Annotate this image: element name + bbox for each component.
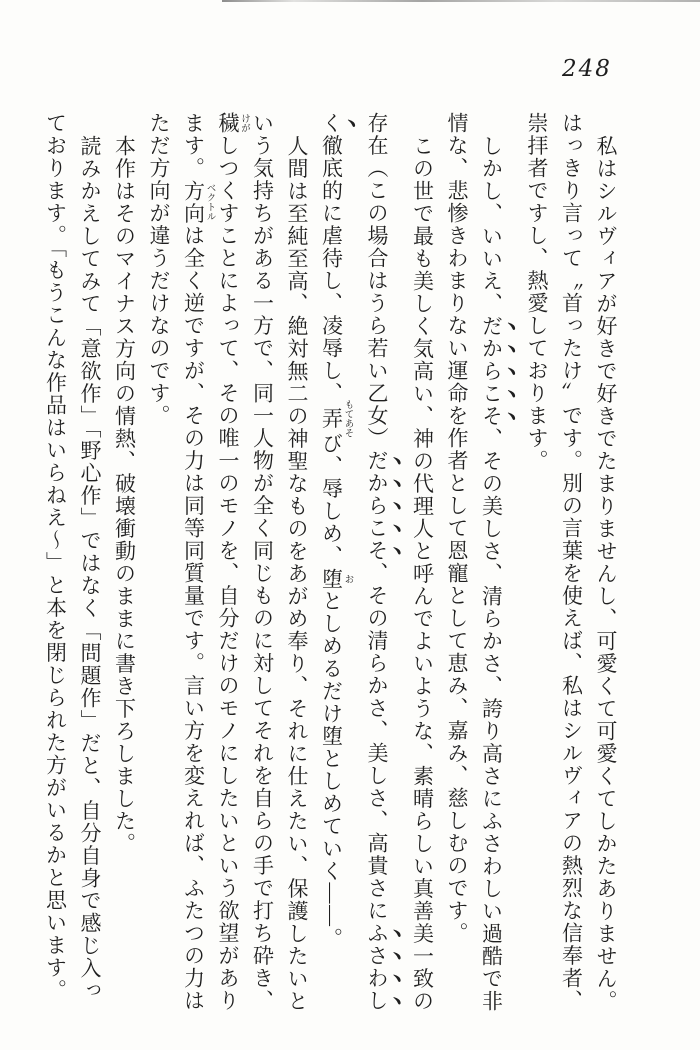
ruby-annotated-word: 穢 けが <box>216 112 249 135</box>
scan-artifact-line <box>222 0 700 2</box>
emphasized-text: だからこそ <box>365 449 389 562</box>
paragraph: 本作はそのマイナス方向の情熱、破壊衝動のままに書き下ろしました。 <box>112 134 137 855</box>
paragraph: この世で最も美しく気高い、神の代理人と呼んでよいような、素晴らしい真善美一致の存在（この場合はうら若い乙女）だからこそ、その清らかさ、美しさ、高貴さにふさわしく徹底的に虐待し、凌辱し、弄 もてあそび、辱しめ、堕 おとしめるだけ堕としめていく――。 <box>319 112 435 1012</box>
ruby-annotated-word: 堕 お <box>319 567 353 590</box>
ruby-annotated-word: 弄 もてあそ <box>319 399 353 438</box>
paragraph: しかし、いいえ、だからこそ、その美しさ、清らかさ、誇り高さにふさわしい過酷で非情な、悲惨きわまりない運命を作者として恩寵として恵み、嘉み、慈しむのです。 <box>445 112 504 1012</box>
emphasized-text: ふさわしく <box>319 112 389 1012</box>
paragraph: 読みかえしてみて「意欲作」「野心作」ではなく「問題作」だと、自分自身で感じ入っております。「もうこんな作品はいらねえ〜」と本を閉じられた方がいるかと思います。 <box>43 112 102 1002</box>
page-number: 248 <box>562 56 612 82</box>
paragraph: 人間は至純至高、絶対無二の神聖なものをあがめ奉り、それに仕えたい、保護したいという気持ちがある一方で、同一人物が全く同じものに対してそれを自らの手で打ち砕き、穢 けがしつくすことによって、その唯一のモノを、自分だけのモノにしたいという欲望があります。方向 ベクトルは全く逆ですが、その力は同等同質量です。言い方を変えれば、ふたつの力はただ方向が違うだけなのです。 <box>147 112 309 1012</box>
body-text <box>43 112 623 1018</box>
paragraph: 私はシルヴィアが好きで好きでたまりませんし、可愛くて可愛くてしかたありません。はっきり言って〝首ったけ〞です。別の言葉を使えば、私はシルヴィアの熱烈な信奉者、崇拝者ですし、熱愛しております。 <box>525 112 618 1012</box>
ruby-annotated-word: 方向 ベクトル <box>181 179 215 225</box>
emphasized-text: だからこそ <box>479 314 504 427</box>
